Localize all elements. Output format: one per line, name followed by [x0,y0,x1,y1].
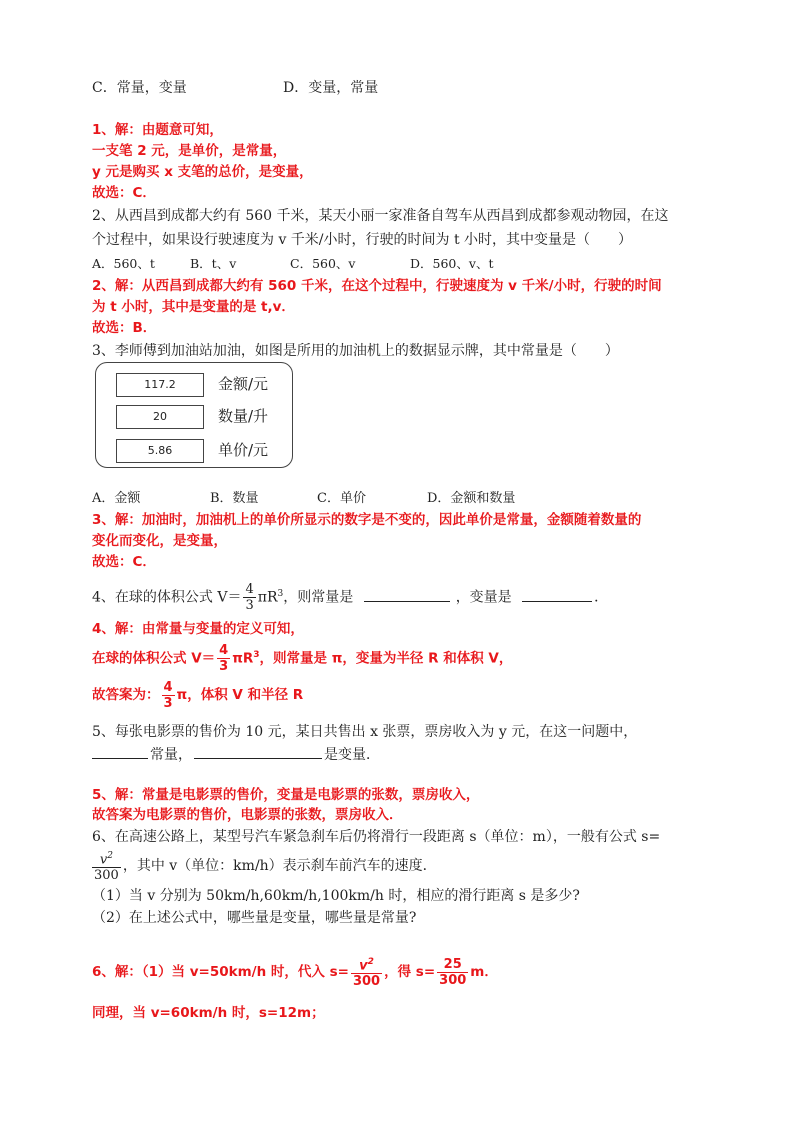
q2-solution-line: 为 t 小时，其中是变量的是 t,v． [92,299,295,315]
four-thirds-fraction: $\frac{4}{3}$ [245,582,254,614]
q5-stem-line: 常量， 是变量． [92,744,380,765]
unit-price-label: 单价/元 [218,441,269,459]
q3-option-b: B．数量 [210,491,259,506]
q3-solution-line: 变化而变化，是变量， [92,533,227,549]
q1-option-d: D．变量，常量 [283,80,379,96]
q3-options-row [92,489,516,509]
variable-blank[interactable] [194,744,322,759]
q6-subquestion: （1）当 v 分别为 50km/h,60km/h,100km/h 时，相应的滑行距离 s 是多少? [92,888,580,904]
q3-option-c: C．单价 [317,491,366,506]
q1-option-c: C．常量，变量 [92,80,187,96]
q1-solution-line: 故选：C． [92,185,156,201]
variable-blank[interactable] [522,587,592,602]
q4-solution-line: 故答案为： $\frac{4}{3}$ π，体积 V 和半径 R [92,679,304,711]
quantity-readout: 20 [116,405,204,429]
q3-option-d: D．金额和数量 [427,491,516,506]
q2-option-b: B．t、v [190,256,237,271]
q2-option-d: D．560、v、t [410,256,494,271]
quantity-label: 数量/升 [218,407,269,425]
q3-solution-line: 故选：C． [92,554,156,570]
q4-stem-text: 4、在球的体积公式 V＝ [92,589,242,606]
four-thirds-fraction: $\frac{4}{3}$ [163,679,173,711]
four-thirds-fraction: $\frac{4}{3}$ [219,643,229,674]
q3-stem: 3、李师傅到加油站加油，如图是所用的加油机上的数据显示牌，其中常量是（ ） [92,343,619,359]
q2-option-a: A．560、t [92,256,155,271]
constant-blank[interactable] [92,744,148,759]
q5-solution-line: 5、解：常量是电影票的售价，变量是电影票的张数，票房收入， [92,787,480,803]
q5-solution-line: 故答案为电影票的售价，电影票的张数，票房收入． [92,807,403,823]
q6-solution-line: 同理，当 v=60km/h 时，s=12m； [92,1005,325,1021]
q1-solution-line: 1、解：由题意可知， [92,122,223,138]
q1-solution-line: 一支笔 2 元，是单价，是常量， [92,143,287,159]
q2-stem-line: 个过程中，如果设行驶速度为 v 千米/小时，行驶的时间为 t 小时，其中变量是（ ） [92,232,633,248]
q2-options-row [92,254,494,274]
q4-stem: 4、在球的体积公式 V＝ $\frac{4}{3}$ $\pi R^3$，则常量是 ，变量是 ． [92,582,609,614]
q3-option-a: A．金额 [92,491,141,506]
q6-subquestion: （2）在上述公式中，哪些量是变量，哪些量是常量? [92,910,417,926]
q3-solution-line: 3、解：加油时，加油机上的单价所显示的数字是不变的，因此单价是常量，金额随着数量的 [92,512,642,528]
v-squared-over-300-fraction: $\frac{v^2}{300}$ [94,850,119,884]
fuel-pump-display [95,362,293,468]
q6-solution-line: 6、解：（1）当 v=50km/h 时，代入 s= $\frac{v^2}{300}$ ，得 s= $\frac{25}{300}$ m． [92,956,498,990]
q2-solution-line: 故选：B． [92,320,157,336]
amount-label: 金额/元 [218,375,269,393]
twenty-five-over-300-fraction: $\frac{25}{300}$ [439,956,467,988]
q6-stem-line: 6、在高速公路上，某型号汽车紧急刹车后仍将滑行一段距离 s（单位：m），一般有公式 s= [92,829,661,845]
constant-blank[interactable] [364,587,450,602]
q2-stem-line: 2、从西昌到成都大约有 560 千米，某天小丽一家准备自驾车从西昌到成都参观动物园，在这 [92,208,669,224]
q6-stem-line: $\frac{v^2}{300}$ ，其中 v（单位：km/h）表示刹车前汽车的速度． [94,850,437,884]
q4-solution-line: 4、解：由常量与变量的定义可知， [92,621,304,637]
q1-solution-line: y 元是购买 x 支笔的总价，是变量， [92,164,313,180]
q1-options-row [92,78,379,98]
unit-price-readout: 5.86 [116,439,204,463]
v-squared-over-300-fraction: $\frac{v^2}{300}$ [352,956,381,990]
amount-readout: 117.2 [116,373,204,397]
q5-stem-line: 5、每张电影票的售价为 10 元，某日共售出 x 张票，票房收入为 y 元，在这一问题中， [92,724,638,740]
q2-solution-line: 2、解：从西昌到成都大约有 560 千米，在这个过程中，行驶速度为 v 千米/小时，行驶的时间 [92,278,662,294]
q2-option-c: C．560、v [290,256,356,271]
q4-solution-line: 在球的体积公式 V＝ $\frac{4}{3}$ $\pi R^3$，则常量是 π，变量为半径 R 和体积 V， [92,643,513,674]
